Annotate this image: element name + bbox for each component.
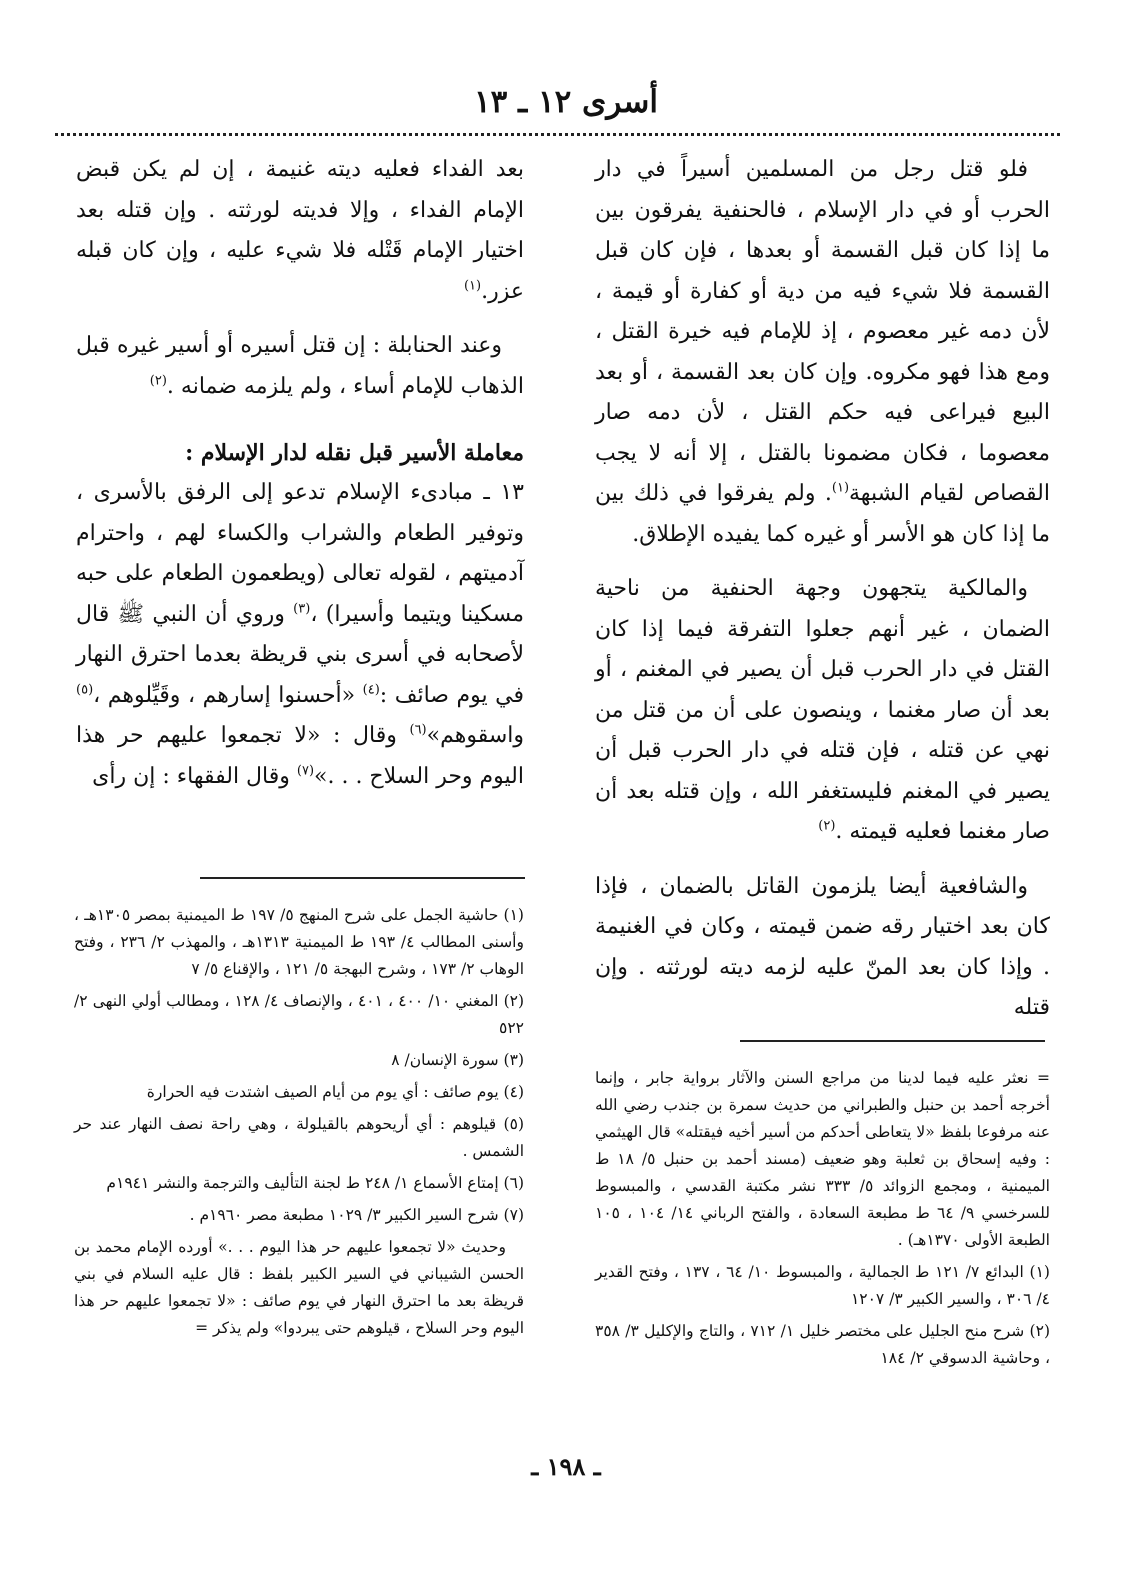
- footnote-ref: (٥): [76, 682, 94, 698]
- header-dotted-divider: [55, 133, 1060, 136]
- footnotes-left: [74, 902, 524, 1347]
- left-p1-text: بعد الفداء فعليه ديته غنيمة ، إن لم يكن قبض الإمام الفداء ، وإلا فديته لورثته . وإن قتله بعد اختيار الإمام قَتْله فلا شيء عليه ، وإن كان قبله عزر.: [76, 157, 525, 304]
- left-p3-text-d: واسقوهم»: [426, 723, 524, 748]
- footnote-item: (١) حاشية الجمل على شرح المنهج ٥/ ١٩٧ ط الميمنية بمصر ١٣٠٥هـ ، وأسنى المطالب ٤/ ١٩٣ ط الميمنية ١٣١٣هـ ، والمهذب ٢/ ٢٣٦ ، وفتح الوهاب ٢/ ١٧٣ ، وشرح البهجة ٥/ ١٢١ ، والإقناع ٥/ ٧: [74, 906, 524, 978]
- footnote-item: (٧) شرح السير الكبير ٣/ ١٠٢٩ مطبعة مصر ١٩٦٠م .: [189, 1206, 524, 1224]
- page-number: ـ ١٩٨ ـ: [531, 1452, 601, 1481]
- right-paragraph-2: [595, 569, 1050, 853]
- footnote-item: (١) البدائع ٧/ ١٢١ ط الجمالية ، والمبسوط ١٠/ ٦٤ ، ١٣٧ ، وفتح القدير ٤/ ٣٠٦ ، والسير الكبير ٣/ ١٢٠٧: [595, 1263, 1050, 1308]
- right-p3-text: والشافعية أيضا يلزمون القاتل بالضمان ، فإذا كان بعد اختيار رقه ضمن قيمته ، وكان في الغنيمة . وإذا كان بعد المنّ عليه لزمه ديته لورثته . وإن قتله: [595, 873, 1050, 1020]
- right-paragraph-3: [595, 867, 1050, 1029]
- left-p2-text: وعند الحنابلة : إن قتل أسيره أو أسير غيره قبل الذهاب للإمام أساء ، ولم يلزمه ضمانه .: [76, 333, 524, 399]
- left-p3-text-f: وقال الفقهاء : إن رأى: [92, 763, 297, 789]
- left-p3-text-b: وروي أن النبي ﷺ قال لأصحابه في أسرى بني قريظة بعدما احترق النهار في يوم صائف :: [76, 601, 524, 708]
- left-paragraph-2: [76, 326, 524, 407]
- footnote-ref: (٢): [818, 818, 836, 834]
- right-p1-tail: . ولم يفرقوا في ذلك بين ما إذا كان هو الأسر أو غيره كما يفيده الإطلاق.: [595, 481, 1050, 547]
- right-paragraph-1: [595, 150, 1050, 555]
- footnote-continuation: وحديث «لا تجمعوا عليهم حر هذا اليوم . . .» أورده الإمام محمد بن الحسن الشيباني في السير الكبير بلفظ : قال عليه السلام في بني قريظة بعد ما احترق النهار في يوم صائف : «لا تجمعوا عليهم حر هذا اليوم وحر السلاح ، قيلوهم حتى يبردوا» ولم يذكر =: [74, 1238, 524, 1337]
- right-p1-text: فلو قتل رجل من المسلمين أسيراً في دار الحرب أو في دار الإسلام ، فالحنفية يفرقون بين ما إذا كان قبل القسمة أو بعدها ، فإن كان قبل القسمة فلا شيء فيه من دية أو كفارة أو قيمة ، لأن دمه غير معصوم ، إذ للإمام فيه خيرة القتل ، ومع هذا فهو مكروه. وإن كان بعد القسمة ، أو بعد البيع فيراعى فيه حكم القتل ، لأن دمه صار معصوما ، فكان مضمونا بالقتل ، إلا أنه لا يجب القصاص لقيام الشبهة: [595, 157, 1050, 506]
- footnote-ref: (٢): [149, 373, 167, 389]
- footnote-item: (٣) سورة الإنسان/ ٨: [391, 1051, 524, 1069]
- footnote-ref: (٧): [296, 763, 315, 779]
- left-p3-text-e: وقال : «لا تجمعوا عليهم حر هذا اليوم وحر السلاح . . .»: [76, 723, 524, 789]
- section-heading: معاملة الأسير قبل نقله لدار الإسلام :: [185, 440, 524, 466]
- footnote-ref: (٤): [362, 682, 380, 698]
- left-p3-text-a: ١٣ ـ مبادىء الإسلام تدعو إلى الرفق بالأسرى ، وتوفير الطعام والشراب والكساء لهم ، واحترام آدميتهم ، لقوله تعالى (ويطعمون الطعام على حبه مسكينا ويتيما وأسيرا) ،: [76, 480, 524, 627]
- footnote-continuation: = نعثر عليه فيما لدينا من مراجع السنن والآثار برواية جابر ، وإنما أخرجه أحمد بن حنبل والطبراني من حديث سمرة بن جندب رضي الله عنه مرفوعا بلفظ «لا يتعاطى أحدكم من أسير أخيه فيقتله» قال الهيثمي : وفيه إسحاق بن ثعلبة وهو ضعيف (مسند أحمد بن حنبل ٥/ ١٨ ط الميمنية ، ومجمع الزوائد ٥/ ٣٣٣ نشر مكتبة القدسي ، والمبسوط للسرخسي ٩/ ٦٤ ط مطبعة السعادة ، والفتح الرباني ١٤/ ١٠٤ ، ١٠٥ الطبعة الأولى ١٣٧٠هـ) .: [595, 1069, 1050, 1249]
- left-paragraph-1: [76, 150, 524, 312]
- footnote-item: (٢) شرح منح الجليل على مختصر خليل ١/ ٧١٢ ، والتاج والإكليل ٣/ ٣٥٨ ، وحاشية الدسوقي ٢/ ١٨٤: [595, 1322, 1050, 1367]
- footnote-ref: (٦): [409, 722, 427, 738]
- footnote-item: (٤) يوم صائف : أي يوم من أيام الصيف اشتدت فيه الحرارة: [146, 1083, 524, 1101]
- footnote-item: (٦) إمتاع الأسماع ١/ ٢٤٨ ط لجنة التأليف والترجمة والنشر ١٩٤١م: [106, 1174, 524, 1192]
- left-column: [76, 150, 524, 811]
- footnote-divider-left: [200, 877, 525, 879]
- footnote-item: (٢) المغني ١٠/ ٤٠٠ ، ٤٠١ ، والإنصاف ٤/ ١٢٨ ، ومطالب أولي النهى ٢/ ٥٢٢: [74, 992, 525, 1037]
- right-column: [595, 150, 1050, 1043]
- left-paragraph-3: [76, 473, 524, 797]
- page-header-title: أسرى ١٢ ـ ١٣: [473, 84, 659, 120]
- footnotes-right: [595, 1065, 1050, 1377]
- footnote-ref: (٣): [293, 601, 311, 617]
- footnote-divider-right: [740, 1040, 1045, 1042]
- footnote-item: (٥) قيلوهم : أي أريحوهم بالقيلولة ، وهي راحة نصف النهار عند حر الشمس .: [74, 1115, 524, 1160]
- right-p2-text: والمالكية يتجهون وجهة الحنفية من ناحية الضمان ، غير أنهم جعلوا التفرقة فيما إذا كان القتل في دار الحرب قبل أن يصير في المغنم ، أو بعد أن صار مغنما ، وينصون على أن من قتل من نهي عن قتله ، فإن قتله في دار الحرب قبل أن يصير في المغنم فليستغفر الله ، وإن قتله بعد أن صار مغنما فعليه قيمته .: [595, 576, 1050, 844]
- footnote-ref: (١): [831, 480, 850, 496]
- left-p3-text-c: «أحسنوا إسارهم ، وقَيِّلوهم ،: [93, 682, 363, 708]
- footnote-ref: (١): [463, 278, 482, 294]
